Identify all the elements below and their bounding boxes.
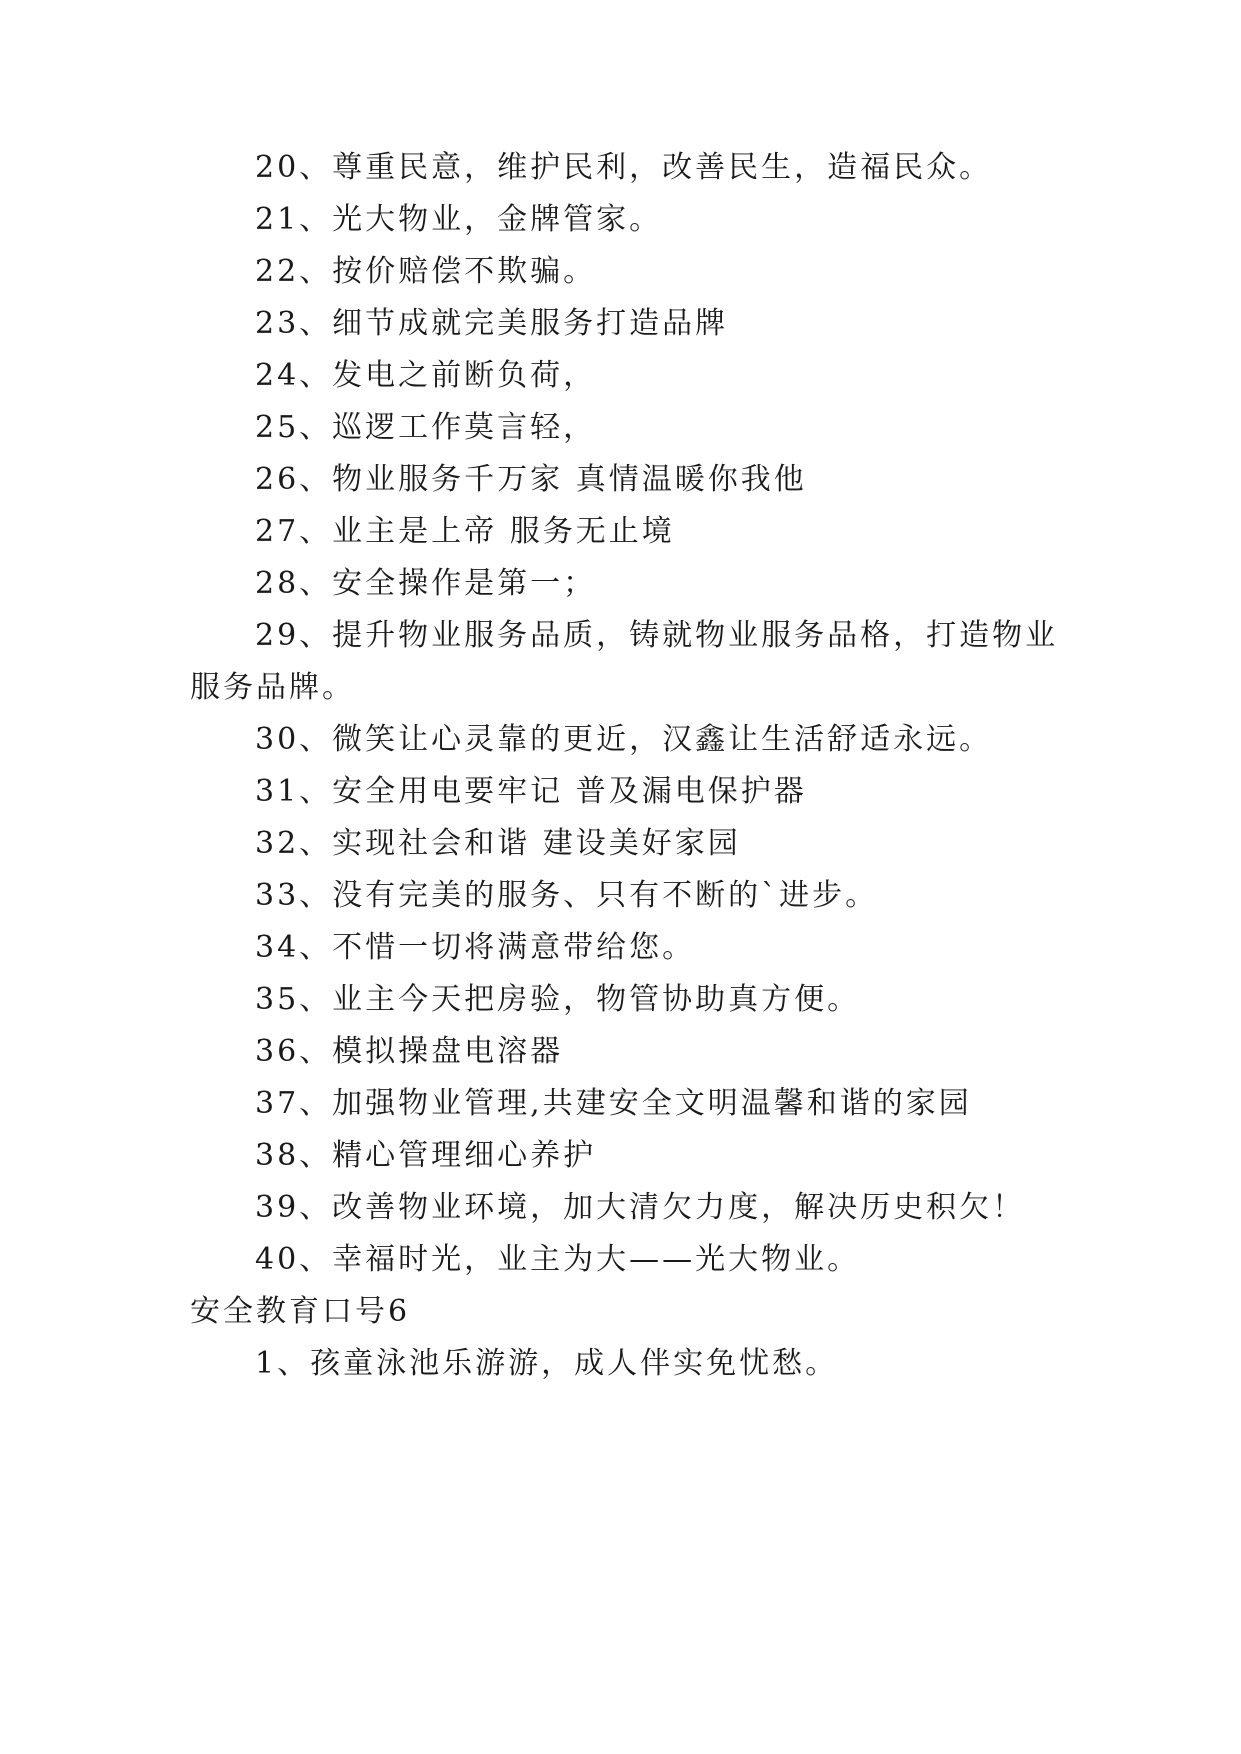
slogan-line: 22、按价赔偿不欺骗。 [255,254,597,289]
slogan-line: 33、没有完美的服务、只有不断的`进步。 [255,878,879,913]
slogan-line: 26、物业服务千万家 真情温暖你我他 [255,462,807,497]
slogan-line: 36、模拟操盘电溶器 [255,1034,564,1069]
slogan-line: 31、安全用电要牢记 普及漏电保护器 [255,774,807,809]
slogan-line: 21、光大物业，金牌管家。 [255,202,663,237]
slogan-line: 25、巡逻工作莫言轻， [255,410,597,445]
slogan-line: 35、业主今天把房验，物管协助真方便。 [255,982,861,1017]
slogan-line: 29、提升物业服务品质，铸就物业服务品格，打造物业 [255,618,1059,653]
slogan-line: 24、发电之前断负荷， [255,358,597,393]
slogan-line: 37、加强物业管理,共建安全文明温馨和谐的家园 [255,1086,972,1121]
slogan-line: 20、尊重民意，维护民利，改善民生，造福民众。 [255,150,993,185]
slogan-line: 34、不惜一切将满意带给您。 [255,930,696,965]
slogan-line: 23、细节成就完美服务打造品牌 [255,306,729,341]
slogan-line: 39、改善物业环境，加大清欠力度，解决历史积欠！ [255,1190,1026,1225]
slogan-line: 40、幸福时光，业主为大——光大物业。 [255,1242,861,1277]
slogan-line: 38、精心管理细心养护 [255,1138,597,1173]
slogan-line: 28、安全操作是第一； [255,566,597,601]
slogan-line: 27、业主是上帝 服务无止境 [255,514,675,549]
slogan-line: 32、实现社会和谐 建设美好家园 [255,826,741,861]
slogan-line-continuation: 服务品牌。 [190,670,355,705]
slogan-line: 1、孩童泳池乐游游，成人伴实免忧愁。 [255,1346,839,1381]
slogan-line: 30、微笑让心灵靠的更近，汉鑫让生活舒适永远。 [255,722,993,757]
section-heading: 安全教育口号6 [190,1294,411,1329]
